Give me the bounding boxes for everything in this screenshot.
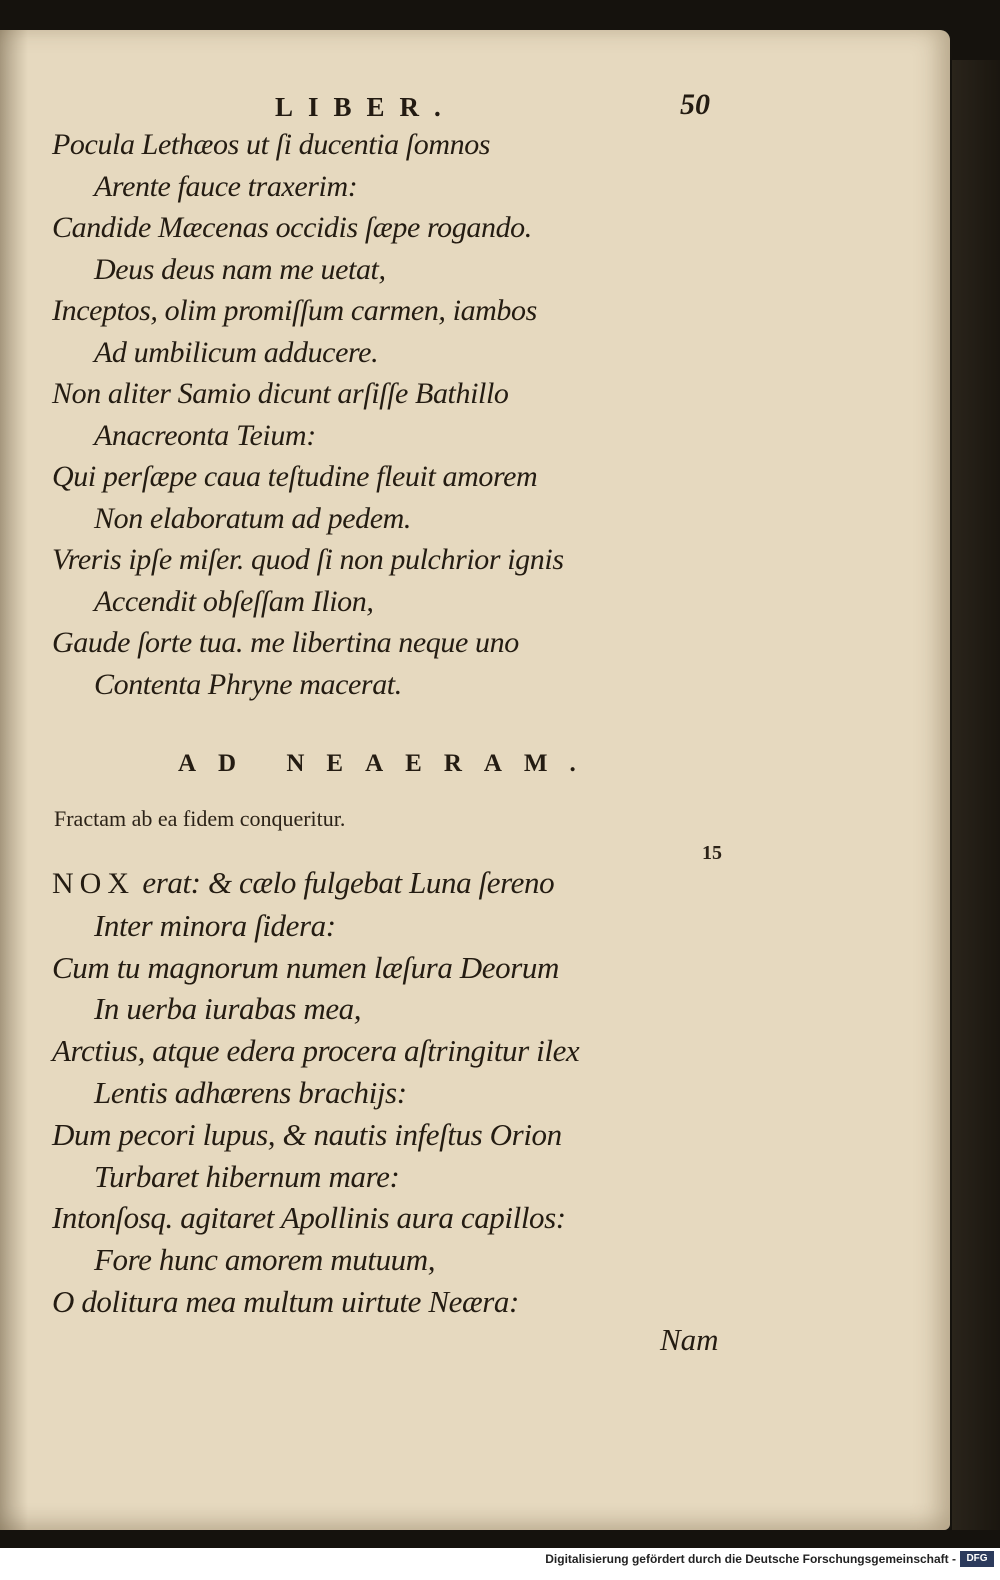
folio-number: 50 — [680, 88, 710, 121]
footer-credit: Digitalisierung gefördert durch die Deutsche Forschungsgemeinschaft - — [545, 1552, 956, 1566]
poem-line: Pocula Lethæos ut ſi ducentia ſomnos — [52, 128, 491, 161]
poem-line: Deus deus nam me uetat, — [94, 252, 386, 286]
first-line-rest: erat: & cælo fulgebat Luna ſereno — [135, 865, 555, 900]
poem-ode-continuation — [52, 124, 752, 705]
poem-line: Intonſosq. agitaret Apollinis aura capillos: — [52, 1200, 566, 1236]
poem-line: Fore hunc amorem mutuum, — [94, 1242, 436, 1278]
poem-line: Turbaret hibernum mare: — [94, 1158, 400, 1194]
poem-line: Anacreonta Teium: — [94, 418, 316, 452]
poem-line: In uerba iurabas mea, — [94, 991, 362, 1027]
poem-line: Candide Mæcenas occidis ſæpe rogando. — [52, 211, 532, 244]
section-argument: Fractam ab ea fidem conqueritur. — [54, 806, 346, 831]
poem-line: Arctius, atque edera procera aſtringitur ilex — [52, 1033, 580, 1069]
poem-line: Inceptos, olim promiſſum carmen, iambos — [52, 294, 537, 327]
poem-line: O dolitura mea multum uirtute Neæra: — [52, 1283, 519, 1319]
poem-line: Inter minora ſidera: — [94, 907, 336, 943]
section-title: AD NEAERAM. — [178, 750, 598, 777]
running-head: LIBER. — [275, 92, 456, 122]
poem-line: Accendit obſeſſam Ilion, — [94, 584, 374, 618]
poem-line: Qui perſæpe caua teſtudine fleuit amorem — [52, 460, 538, 493]
margin-line-number: 15 — [702, 842, 722, 864]
catchword: Nam — [660, 1322, 719, 1357]
poem-line: Ad umbilicum adducere. — [94, 335, 379, 369]
poem-line: Dum pecori lupus, & nautis infeſtus Orion — [52, 1116, 562, 1152]
poem-line: Cum tu magnorum numen læſura Deorum — [52, 949, 559, 985]
poem-line: Contenta Phryne macerat. — [94, 667, 402, 701]
initial-word: NOX — [52, 867, 135, 900]
poem-line-first — [52, 862, 752, 905]
poem-ad-neaeram — [52, 862, 752, 1323]
poem-line: Non aliter Samio dicunt arſiſſe Bathillo — [52, 377, 509, 410]
poem-line: Non elaboratum ad pedem. — [94, 501, 412, 535]
poem-line: Gaude ſorte tua. me libertina neque uno — [52, 626, 519, 659]
poem-line: Vreris ipſe miſer. quod ſi non pulchrior ignis — [52, 543, 564, 576]
spine-shadow — [0, 30, 28, 1530]
facing-page-edge — [952, 60, 1000, 1530]
poem-line: Arente fauce traxerim: — [94, 169, 358, 203]
dfg-logo: DFG — [960, 1551, 994, 1567]
poem-line: Lentis adhærens brachijs: — [94, 1074, 407, 1110]
